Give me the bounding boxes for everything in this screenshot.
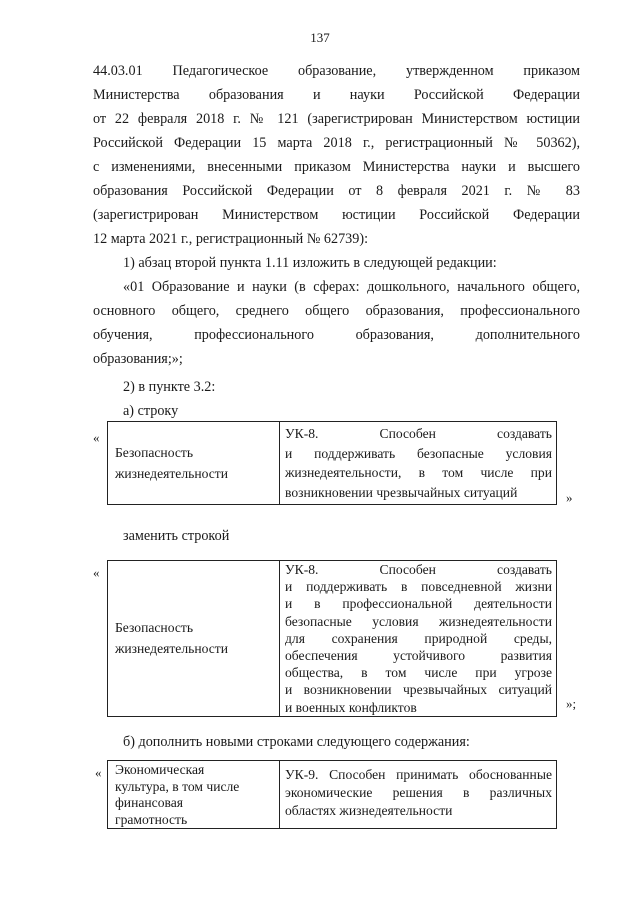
intro-line: 44.03.01 Педагогическое образование, утвержденном приказом [93, 63, 580, 79]
intro-line: 12 марта 2021 г., регистрационный № 62739): [93, 231, 369, 247]
close-quote: » [566, 490, 573, 505]
competency-table-old [107, 421, 557, 505]
competency-table-added [107, 760, 557, 829]
close-quote: »; [566, 696, 577, 711]
item-2a: а) строку [123, 403, 179, 419]
intro-line: (зарегистрирован Министерством юстиции Российской Федерации [93, 207, 580, 223]
quoted-paragraph [93, 275, 580, 371]
competency-description-cell: УК-8. Способен создавать и поддерживать в повседневной жизни и в профессиональной деятельности безопасные условия жизнедеятельности для сохранения природной среды, обеспечения устойчивого развития общества, в том числе при угрозе и возникновении чрезвычайных ситуаций и военных конфликтов [280, 561, 557, 717]
page-number: 137 [310, 30, 330, 45]
item-1: 1) абзац второй пункта 1.11 изложить в следующей редакции: [123, 255, 497, 271]
intro-line: Российской Федерации 15 марта 2018 г., регистрационный № 50362), [93, 135, 580, 151]
quote-line: основного общего, среднего общего образования, профессионального [93, 303, 580, 319]
item-2b: б) дополнить новыми строками следующего содержания: [123, 734, 470, 750]
replace-instruction: заменить строкой [123, 528, 230, 544]
competency-category-cell: Безопасность жизнедеятельности [108, 422, 280, 505]
competency-category-cell: Безопасность жизнедеятельности [108, 561, 280, 717]
quote-line: образования;»; [93, 351, 183, 367]
item-2: 2) в пункте 3.2: [123, 379, 216, 395]
intro-line: образования Российской Федерации от 8 февраля 2021 г. № 83 [93, 183, 580, 199]
intro-line: с изменениями, внесенными приказом Министерства науки и высшего [93, 159, 580, 175]
quote-line: обучения, профессионального образования, дополнительного [93, 327, 580, 343]
open-quote: « [93, 430, 100, 445]
intro-line: Министерства образования и науки Российской Федерации [93, 87, 580, 103]
open-quote: « [95, 765, 102, 780]
intro-line: от 22 февраля 2018 г. № 121 (зарегистрирован Министерством юстиции [93, 111, 580, 127]
open-quote: « [93, 565, 100, 580]
competency-category-cell: Экономическая культура, в том числе финансовая грамотность [108, 761, 280, 829]
competency-description-cell: УК-8. Способен создавать и поддерживать безопасные условия жизнедеятельности, в том числе при возникновении чрезвычайных ситуаций [280, 422, 557, 505]
intro-paragraph [93, 59, 580, 251]
competency-table-new [107, 560, 557, 717]
quote-line: «01 Образование и науки (в сферах: дошкольного, начального общего, [123, 279, 580, 295]
competency-description-cell: УК-9. Способен принимать обоснованные экономические решения в различных областях жизнедеятельности [280, 761, 557, 829]
